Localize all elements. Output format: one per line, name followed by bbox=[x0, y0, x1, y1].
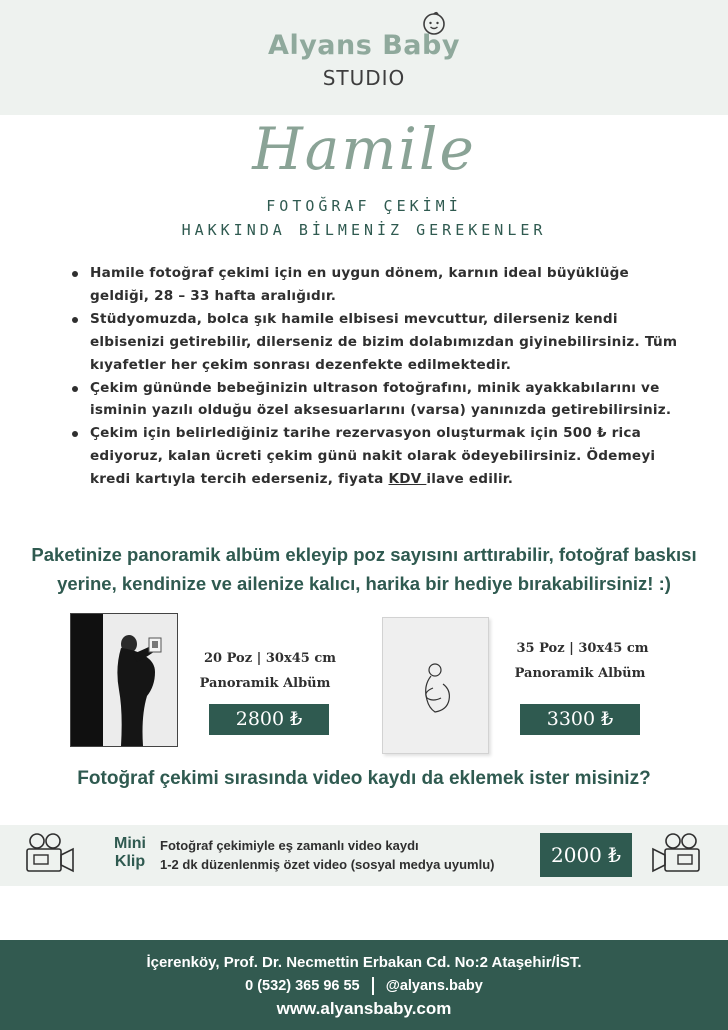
promo-line1: Paketinize panoramik albüm ekleyip poz sayısını arttırabilir, fotoğraf baskısı bbox=[31, 544, 697, 565]
album-type: Panoramik Albüm bbox=[199, 676, 331, 691]
mini-label-line1: Mini bbox=[114, 835, 146, 852]
video-question: Fotoğraf çekimi sırasında video kaydı da eklemek ister misiniz? bbox=[77, 768, 651, 789]
info-item-text: Çekim için belirlediğiniz tarihe rezervasyon oluşturmak için 500 ₺ rica ediyoruz, kalan ücreti çekim günü nakit olarak ödeyebilirsiniz. Ödemeyi kredi kartıyla tercih ederseniz, fiyata bbox=[90, 425, 656, 488]
footer-contact bbox=[0, 977, 728, 995]
promo-line2: yerine, kendinize ve ailenize kalıcı, harika bir hediye bırakabilirsiniz! :) bbox=[57, 573, 671, 594]
pregnancy-line-art-icon bbox=[383, 618, 490, 755]
info-item: Çekim gününde bebeğinizin ultrason fotoğrafını, minik ayakkabılarını ve isminin yazılı olduğu özel aksesuarlarını (varsa) yanınızda getirebilirsiniz. bbox=[70, 377, 690, 423]
album-spec: 20 Poz | 30x45 cm bbox=[203, 651, 336, 666]
info-item-end: ilave edilir. bbox=[426, 471, 514, 488]
footer-separator bbox=[372, 977, 374, 995]
footer-phone[interactable]: 0 (532) 365 96 55 bbox=[245, 977, 360, 994]
mini-label-line2: Klip bbox=[114, 853, 146, 870]
footer-address: İçerenköy, Prof. Dr. Necmettin Erbakan Cd. No:2 Ataşehir/İST. bbox=[146, 954, 582, 971]
maternity-photo bbox=[103, 614, 177, 746]
video-camera-icon bbox=[22, 832, 78, 878]
page-title-script: Hamile bbox=[252, 115, 476, 183]
video-camera-icon bbox=[648, 832, 704, 878]
album-image-dark bbox=[70, 613, 178, 747]
album-spec: 35 Poz | 30x45 cm bbox=[516, 641, 649, 656]
page-subtitle-line2: HAKKINDA BİLMENİZ GEREKENLER bbox=[181, 221, 547, 239]
album-type: Panoramik Albüm bbox=[514, 666, 646, 681]
mini-clip-price: 2000 ₺ bbox=[540, 833, 632, 877]
footer-website[interactable]: www.alyansbaby.com bbox=[276, 999, 452, 1018]
mini-clip-line2: 1-2 dk düzenlenmiş özet video (sosyal medya uyumlu) bbox=[160, 857, 495, 872]
page-subtitle-line1: FOTOĞRAF ÇEKİMİ bbox=[266, 197, 462, 215]
album-promo bbox=[20, 540, 708, 598]
kdv-link[interactable]: KDV bbox=[388, 471, 427, 488]
info-item: Hamile fotoğraf çekimi için en uygun dönem, karnın ideal büyüklüğe geldiği, 28 – 33 hafta aralığıdır. bbox=[70, 262, 690, 308]
mini-clip-label bbox=[110, 835, 150, 871]
info-item: Stüdyomuzda, bolca şık hamile elbisesi mevcuttur, dilerseniz kendi elbisenizi getirebilir, dilerseniz de bizim dolabımızdan giyinebilirsiniz. Tüm kıyafetler her çekim sonrası dezenfekte edilmektedir. bbox=[70, 308, 690, 377]
album-spine bbox=[71, 614, 103, 746]
album-price: 3300 ₺ bbox=[520, 704, 640, 735]
info-list bbox=[70, 262, 690, 491]
mini-clip-line1: Fotoğraf çekimiyle eş zamanlı video kaydı bbox=[160, 838, 419, 853]
footer-instagram[interactable]: @alyans.baby bbox=[385, 977, 483, 994]
info-item bbox=[70, 422, 690, 491]
brand-name: Alyans Baby bbox=[268, 30, 460, 61]
album-price: 2800 ₺ bbox=[209, 704, 329, 735]
album-image-light bbox=[382, 617, 489, 754]
brand-subtitle: STUDIO bbox=[322, 66, 406, 90]
